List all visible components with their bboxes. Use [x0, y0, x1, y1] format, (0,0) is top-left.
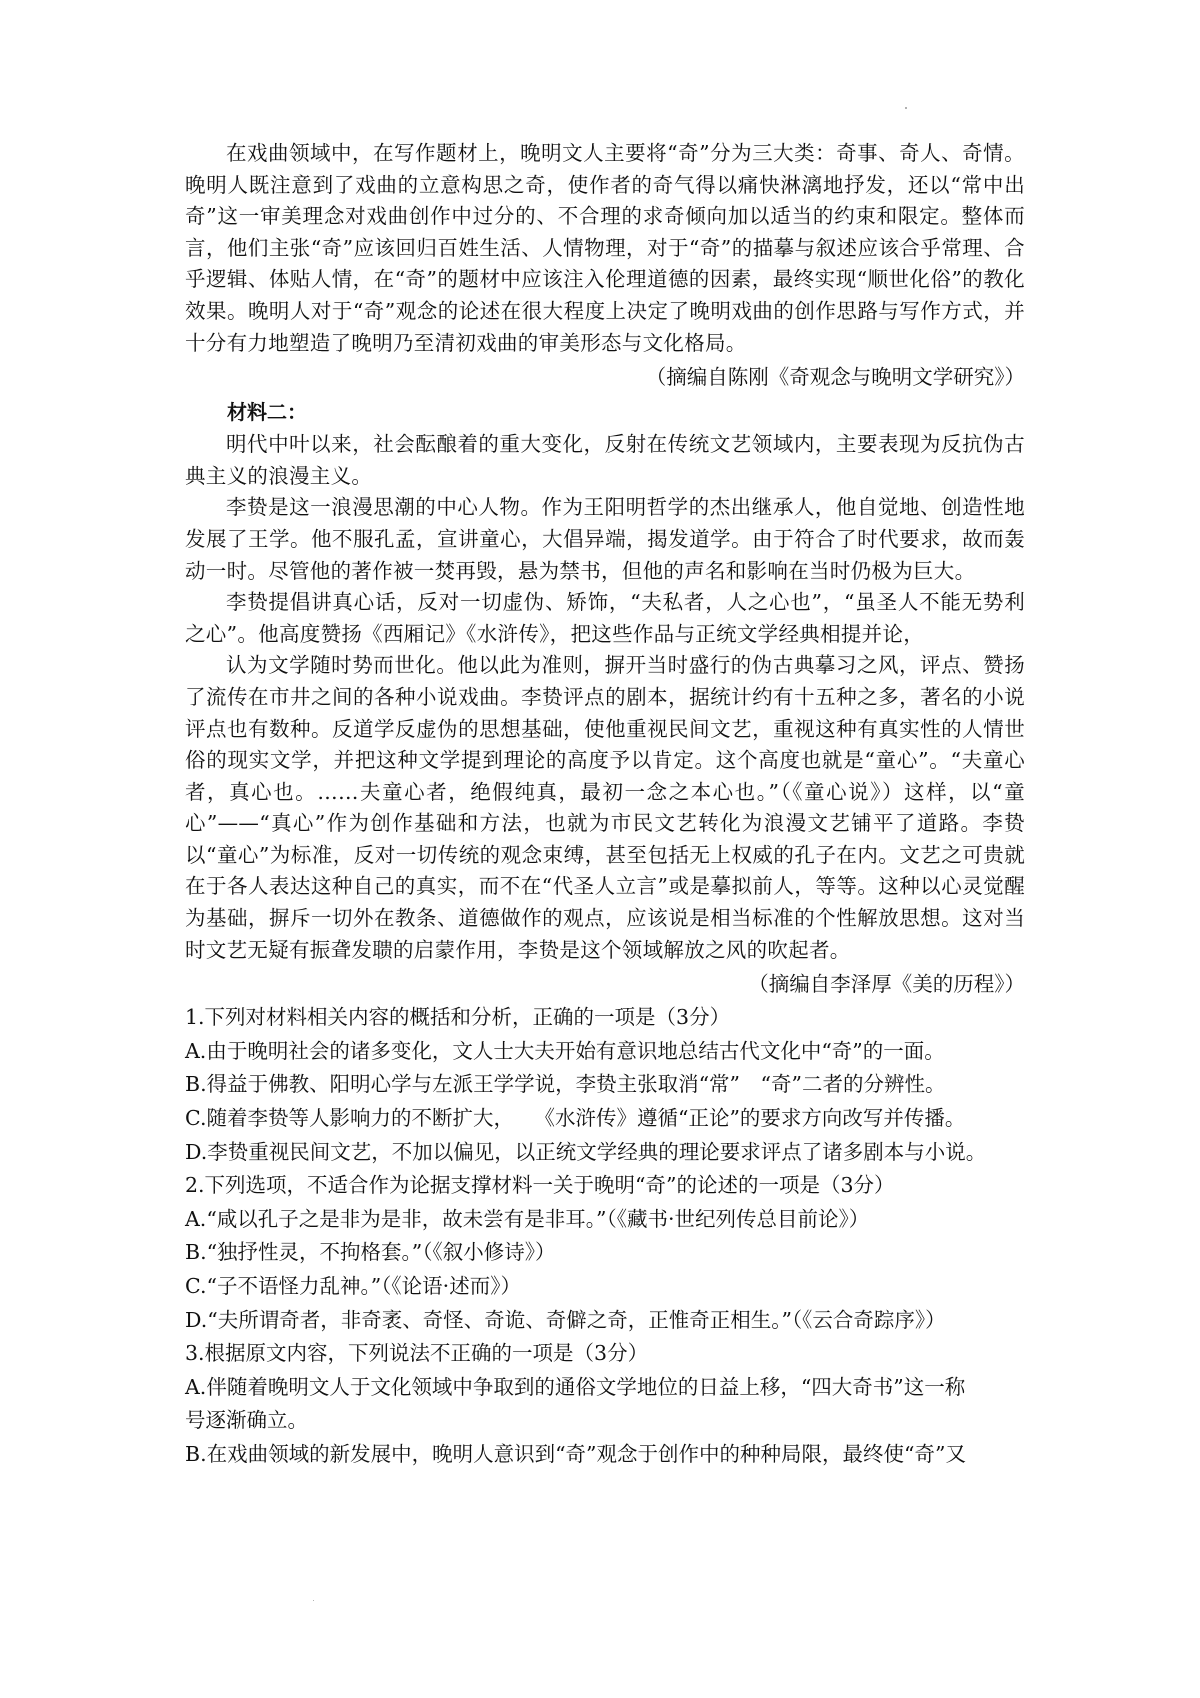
question-stem: 1.下列对材料相关内容的概括和分析，正确的一项是（3分） — [185, 1005, 731, 1030]
scan-speck — [313, 1600, 314, 1601]
material1-source: （摘编自陈刚《奇观念与晚明文学研究》） — [645, 365, 1025, 390]
option-a: A.伴随着晚明文人于文化领域中争取到的通俗文学地位的日益上移，“四大奇书”这一称号逐渐确立。 — [185, 1374, 966, 1433]
material1-paragraph: 在戏曲领域中，在写作题材上，晚明文人主要将“奇”分为三大类：奇事、奇人、奇情。晚明人既注意到了戏曲的立意构思之奇，使作者的奇气得以痛快淋漓地抒发，还以“常中出奇”这一审美理念对戏曲创作中过分的、不合理的求奇倾向加以适当的约束和限定。整体而言，他们主张“奇”应该回归百姓生活、人情物理，对于“奇”的描摹与叙述应该合乎常理、合乎逻辑、体贴人情，在“奇”的题材中应该注入伦理道德的因素，最终实现“顺世化俗”的教化效果。晚明人对于“奇”观念的论述在很大程度上决定了晚明戏曲的创作思路与写作方式，并十分有力地塑造了晚明乃至清初戏曲的审美形态与文化格局。 — [185, 141, 1025, 355]
question-1 — [185, 1001, 1025, 1169]
option-a: A.“咸以孔子之是非为是非，故未尝有是非耳。”（《藏书·世纪列传总目前论》） — [185, 1206, 870, 1231]
document-page — [185, 138, 1025, 1472]
option-b: B.得益于佛教、阳明心学与左派王学学说，李贽主张取消“常” “奇”二者的分辨性。 — [185, 1072, 946, 1097]
option-b: B.“独抒性灵，不拘格套。”（《叙小修诗》） — [185, 1240, 556, 1265]
material2-paragraph-2: 李贽是这一浪漫思潮的中心人物。作为王阳明哲学的杰出继承人，他自觉地、创造性地发展了王学。他不服孔孟，宣讲童心，大倡异端，揭发道学。由于符合了时代要求，故而轰动一时。尽管他的著作被一焚再毁，悬为禁书，但他的声名和影响在当时仍极为巨大。 — [185, 495, 1025, 583]
option-d: D.李贽重视民间文艺，不加以偏见，以正统文学经典的理论要求评点了诸多剧本与小说。 — [185, 1139, 987, 1164]
option-b: B.在戏曲领域的新发展中，晚明人意识到“奇”观念于创作中的种种局限，最终使“奇”又 — [185, 1441, 966, 1466]
material2-heading: 材料二： — [227, 400, 307, 425]
material2-paragraph-1: 明代中叶以来，社会酝酿着的重大变化，反射在传统文艺领域内，主要表现为反抗伪古典主义的浪漫主义。 — [185, 432, 1025, 488]
material2-paragraph-4: 认为文学随时势而世化。他以此为准则，摒开当时盛行的伪古典摹习之风，评点、赞扬了流传在市井之间的各种小说戏曲。李贽评点的剧本，据统计约有十五种之多，著名的小说评点也有数种。反道学反虚伪的思想基础，使他重视民间文艺，重视这种有真实性的人情世俗的现实文学，并把这种文学提到理论的高度予以肯定。这个高度也就是“童心”。“夫童心者，真心也。……夫童心者，绝假纯真，最初一念之本心也。”（《童心说》）这样，以“童心”——“真心”作为创作基础和方法，也就为市民文艺转化为浪漫文艺铺平了道路。李贽以“童心”为标准，反对一切传统的观念束缚，甚至包括无上权威的孔子在内。文艺之可贵就在于各人表达这种自己的真实，而不在“代圣人立言”或是摹拟前人，等等。这种以心灵觉醒为基础，摒斥一切外在教条、道德做作的观点，应该说是相当标准的个性解放思想。这对当时文艺无疑有振聋发聩的启蒙作用，李贽是这个领域解放之风的吹起者。 — [185, 653, 1025, 962]
material2-paragraph-3: 李贽提倡讲真心话，反对一切虚伪、矫饰，“夫私者，人之心也”，“虽圣人不能无势利之心”。他高度赞扬《西厢记》《水浒传》，把这些作品与正统文学经典相提并论， — [185, 590, 1025, 646]
material2-source: （摘编自李泽厚《美的历程》） — [748, 972, 1025, 997]
option-a: A.由于晚明社会的诸多变化，文人士大夫开始有意识地总结古代文化中“奇”的一面。 — [185, 1038, 945, 1063]
question-stem: 3.根据原文内容，下列说法不正确的一项是（3分） — [185, 1341, 649, 1366]
option-c: C.随着李贽等人影响力的不断扩大， 《水浒传》遵循“正论”的要求方向改写并传播。 — [185, 1106, 966, 1131]
question-2 — [185, 1169, 1025, 1337]
option-d: D.“夫所谓奇者，非奇袤、奇怪、奇诡、奇僻之奇，正惟奇正相生。”（《云合奇踪序》） — [185, 1307, 946, 1332]
question-3 — [185, 1337, 1025, 1471]
scan-speck — [905, 107, 907, 109]
question-stem: 2.下列选项，不适合作为论据支撑材料一关于晚明“奇”的论述的一项是（3分） — [185, 1173, 895, 1198]
option-c: C.“子不语怪力乱神。”（《论语·述而》） — [185, 1274, 521, 1298]
